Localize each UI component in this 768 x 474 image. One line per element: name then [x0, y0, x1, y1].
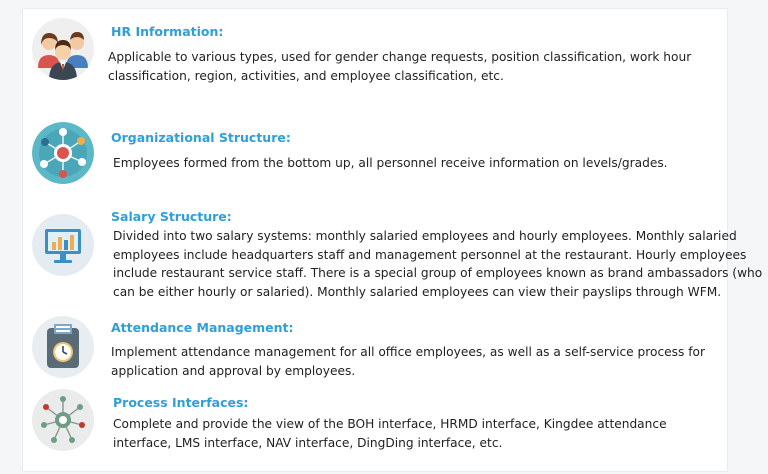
description-line: application and approval by employees.: [111, 363, 356, 378]
description-line: Employees formed from the bottom up, all personnel receive information on levels/grades.: [113, 156, 668, 170]
description-line: employees include headquarters staff and management personnel at the restaurant. Hourly employees: [113, 247, 747, 262]
description-line: Implement attendance management for all office employees, as well as a self-service process for: [111, 345, 706, 359]
monitor-chart-icon: [32, 214, 94, 276]
section-description: [108, 48, 691, 85]
section-title: Attendance Management:: [111, 320, 294, 335]
process-interface-icon: [32, 389, 94, 451]
section-description: [113, 154, 668, 173]
description-line: Complete and provide the view of the BOH interface, HRMD interface, Kingdee attendance: [113, 417, 667, 431]
section-description: [111, 343, 705, 380]
section-description: [113, 227, 762, 301]
people-group-icon: [32, 18, 94, 80]
document-page: [22, 8, 763, 472]
time-clock-icon: [32, 316, 94, 378]
section-title: Organizational Structure:: [111, 130, 291, 145]
section-title: HR Information:: [111, 24, 224, 39]
description-line: classification, region, activities, and employee classification, etc.: [108, 68, 504, 83]
section-title: Process Interfaces:: [113, 395, 249, 410]
description-line: include restaurant service staff. There is a special group of employees known as brand ambassadors (who: [113, 266, 763, 280]
description-line: interface, LMS interface, NAV interface, DingDing interface, etc.: [113, 435, 503, 450]
org-network-icon: [32, 122, 94, 184]
description-line: can be either hourly or salaried). Monthly salaried employees can view their payslips through WFM.: [113, 284, 722, 299]
section-description: [113, 415, 667, 452]
description-line: Applicable to various types, used for gender change requests, position classification, work hour: [108, 50, 692, 64]
description-line: Divided into two salary systems: monthly salaried employees and hourly employees. Monthly salaried: [113, 229, 737, 243]
section-title: Salary Structure:: [111, 209, 232, 224]
